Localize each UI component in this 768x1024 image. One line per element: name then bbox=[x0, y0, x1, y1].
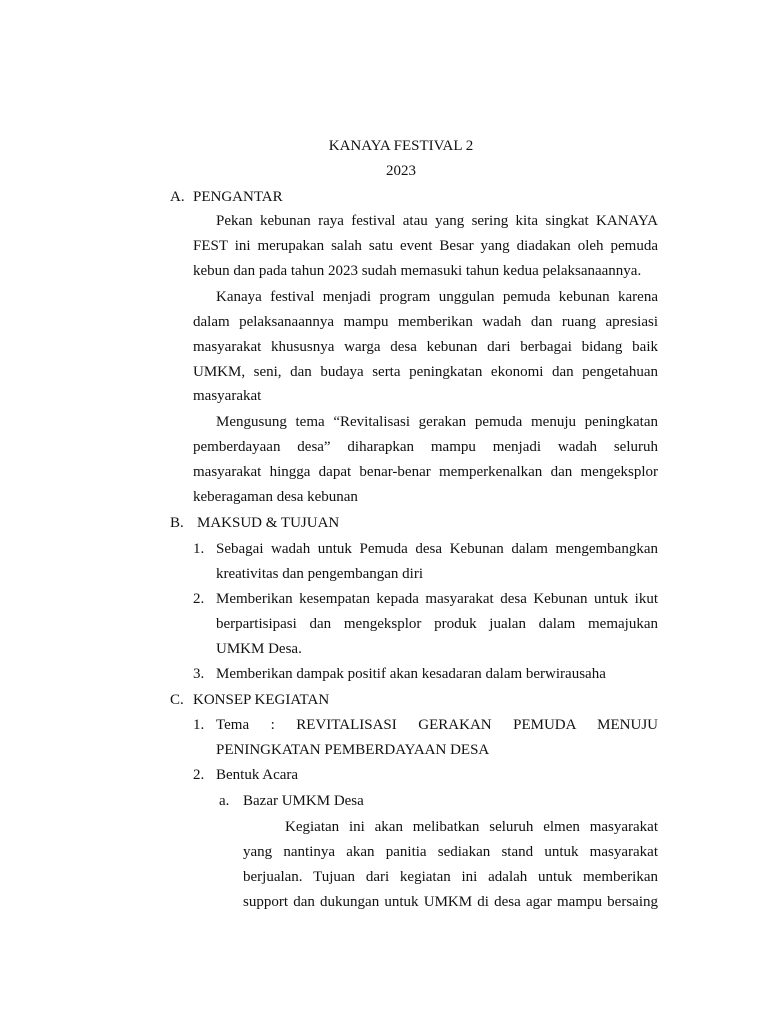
list-b-item2-line2: berpartisipasi dan mengeksplor produk jualan dalam memajukan bbox=[216, 616, 658, 632]
list-c-item1-number: 1. bbox=[193, 717, 205, 733]
document-year: 2023 bbox=[386, 163, 416, 179]
section-b-label: B. bbox=[170, 515, 184, 531]
list-b-item2-line1: Memberikan kesempatan kepada masyarakat desa Kebunan untuk ikut bbox=[216, 591, 658, 607]
para-a2-line5: masyarakat bbox=[193, 388, 262, 404]
list-b-item3-line1: Memberikan dampak positif akan kesadaran dalam berwirausaha bbox=[216, 666, 606, 682]
sublist-a-label: a. bbox=[219, 793, 230, 809]
para-a2-line1: Kanaya festival menjadi program unggulan pemuda kebunan karena bbox=[216, 289, 658, 305]
sublist-a-heading: Bazar UMKM Desa bbox=[243, 793, 364, 809]
sub-para-line2: yang nantinya akan panitia sediakan stand untuk masyarakat bbox=[243, 844, 658, 860]
list-c-item2-number: 2. bbox=[193, 767, 205, 783]
document-title: KANAYA FESTIVAL 2 bbox=[328, 138, 474, 154]
list-c-item1-line2: PENINGKATAN PEMBERDAYAAN DESA bbox=[216, 742, 490, 758]
section-c-heading: KONSEP KEGIATAN bbox=[193, 692, 330, 708]
sub-para-line3: berjualan. Tujuan dari kegiatan ini adalah untuk memberikan bbox=[243, 869, 658, 885]
para-a2-line2: dalam pelaksanaannya mampu memberikan wadah dan ruang apresiasi bbox=[193, 314, 658, 330]
sub-para-line1: Kegiatan ini akan melibatkan seluruh elmen masyarakat bbox=[285, 819, 658, 835]
para-a3-line3: masyarakat hingga dapat benar-benar memperkenalkan dan mengeksplor bbox=[193, 464, 658, 480]
para-a3-line2: pemberdayaan desa” diharapkan mampu menjadi wadah seluruh bbox=[193, 439, 658, 455]
list-b-item2-line3: UMKM Desa. bbox=[216, 641, 302, 657]
section-a-label: A. bbox=[170, 189, 185, 205]
para-a1-line2: FEST ini merupakan salah satu event Besar yang diadakan oleh pemuda bbox=[193, 238, 658, 254]
sub-para-line4: support dan dukungan untuk UMKM di desa agar mampu bersaing bbox=[243, 894, 658, 910]
para-a1-line1: Pekan kebunan raya festival atau yang sering kita singkat KANAYA bbox=[216, 213, 658, 229]
section-c-label: C. bbox=[170, 692, 184, 708]
para-a1-line3: kebun dan pada tahun 2023 sudah memasuki tahun kedua pelaksanaannya. bbox=[193, 263, 642, 279]
list-b-item1-line2: kreativitas dan pengembangan diri bbox=[216, 566, 424, 582]
list-b-item2-number: 2. bbox=[193, 591, 205, 607]
section-a-heading: PENGANTAR bbox=[193, 189, 283, 205]
para-a2-line4: UMKM, seni, dan budaya serta peningkatan ekonomi dan pengetahuan bbox=[193, 364, 658, 380]
para-a2-line3: masyarakat khususnya warga desa kebunan dari berbagai bidang baik bbox=[193, 339, 658, 355]
list-c-item2-line1: Bentuk Acara bbox=[216, 767, 299, 783]
para-a3-line4: keberagaman desa kebunan bbox=[193, 489, 358, 505]
list-b-item1-line1: Sebagai wadah untuk Pemuda desa Kebunan dalam mengembangkan bbox=[216, 541, 658, 557]
list-b-item3-number: 3. bbox=[193, 666, 205, 682]
list-b-item1-number: 1. bbox=[193, 541, 205, 557]
list-c-item1-line1: Tema : REVITALISASI GERAKAN PEMUDA MENUJU bbox=[216, 717, 658, 733]
para-a3-line1: Mengusung tema “Revitalisasi gerakan pemuda menuju peningkatan bbox=[216, 414, 658, 430]
section-b-heading: MAKSUD & TUJUAN bbox=[197, 515, 340, 531]
